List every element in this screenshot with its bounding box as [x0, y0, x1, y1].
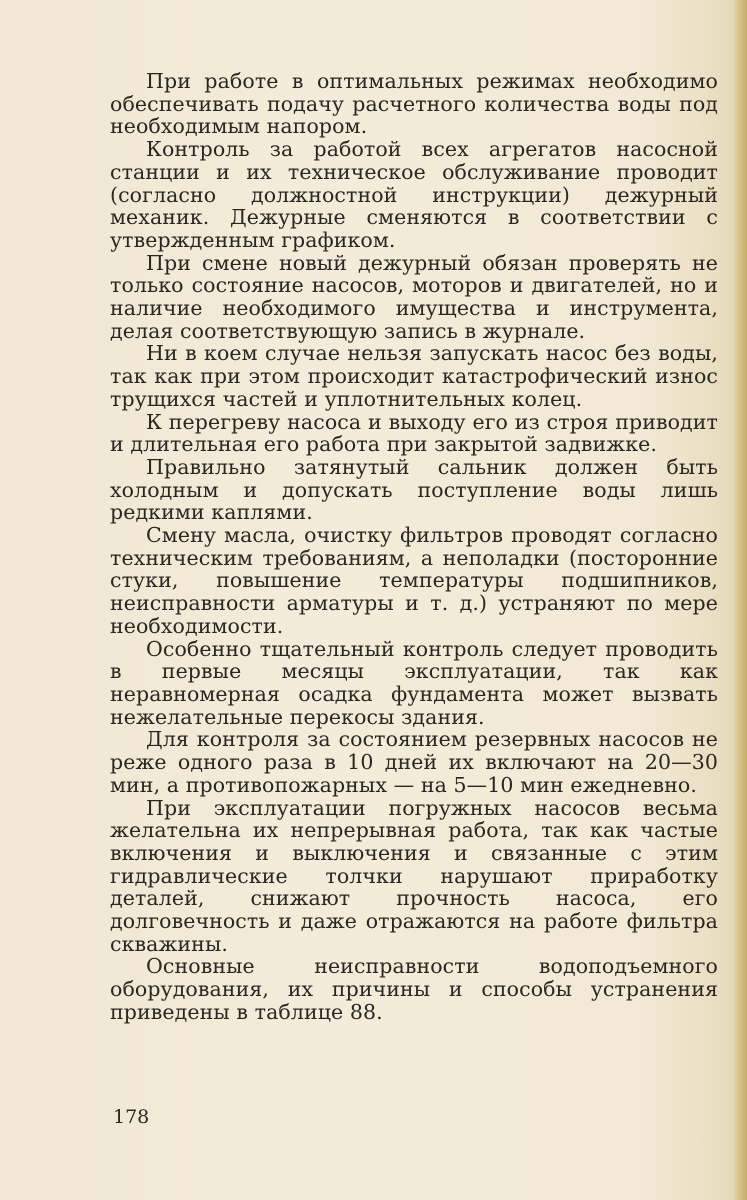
paragraph: При работе в оптимальных режимах необходимо обеспечивать подачу расчетного количества воды под необходимым напором.: [110, 69, 718, 139]
paragraph: Ни в коем случае нельзя запускать насос без воды, так как при этом происходит катастрофический износ трущихся частей и уплотнительных колец.: [110, 341, 718, 411]
paragraph: Контроль за работой всех агрегатов насосной станции и их техническое обслуживание проводит (согласно должностной инструкции) дежурный механик. Дежурные сменяются в соответствии с утвержденным графиком.: [110, 137, 718, 252]
paragraph: При эксплуатации погружных насосов весьма желательна их непрерывная работа, так как частые включения и выключения и связанные с этим гидравлические толчки нарушают приработку деталей, снижают прочность насоса, его долговечность и даже отражаются на работе фильтра скважины.: [110, 795, 718, 956]
page-number: 178: [113, 1106, 150, 1128]
paragraph: К перегреву насоса и выходу его из строя приводит и длительная его работа при закрытой задвижке.: [110, 409, 718, 457]
paragraph: Для контроля за состоянием резервных насосов не реже одного раза в 10 дней их включают на 20—30 мин, а противопожарных — на 5—10 мин ежедневно.: [110, 727, 718, 797]
paragraph: Смену масла, очистку фильтров проводят согласно техническим требованиям, а неполадки (посторонние стуки, повышение температуры подшипников, неисправности арматуры и т. д.) устраняют по мере необходимости.: [110, 523, 718, 638]
paragraph: При смене новый дежурный обязан проверять не только состояние насосов, моторов и двигателей, но и наличие необходимого имущества и инструмента, делая соответствующую запись в журнале.: [110, 250, 718, 343]
paragraph: Особенно тщательный контроль следует проводить в первые месяцы эксплуатации, так как неравномерная осадка фундамента может вызвать нежелательные перекосы здания.: [110, 636, 718, 729]
paragraph: Основные неисправности водоподъемного оборудования, их причины и способы устранения приведены в таблице 88.: [110, 954, 718, 1024]
body-text: [110, 70, 718, 1024]
page-edge: [733, 0, 747, 1200]
paragraph: Правильно затянутый сальник должен быть холодным и допускать поступление воды лишь редкими каплями.: [110, 454, 718, 525]
